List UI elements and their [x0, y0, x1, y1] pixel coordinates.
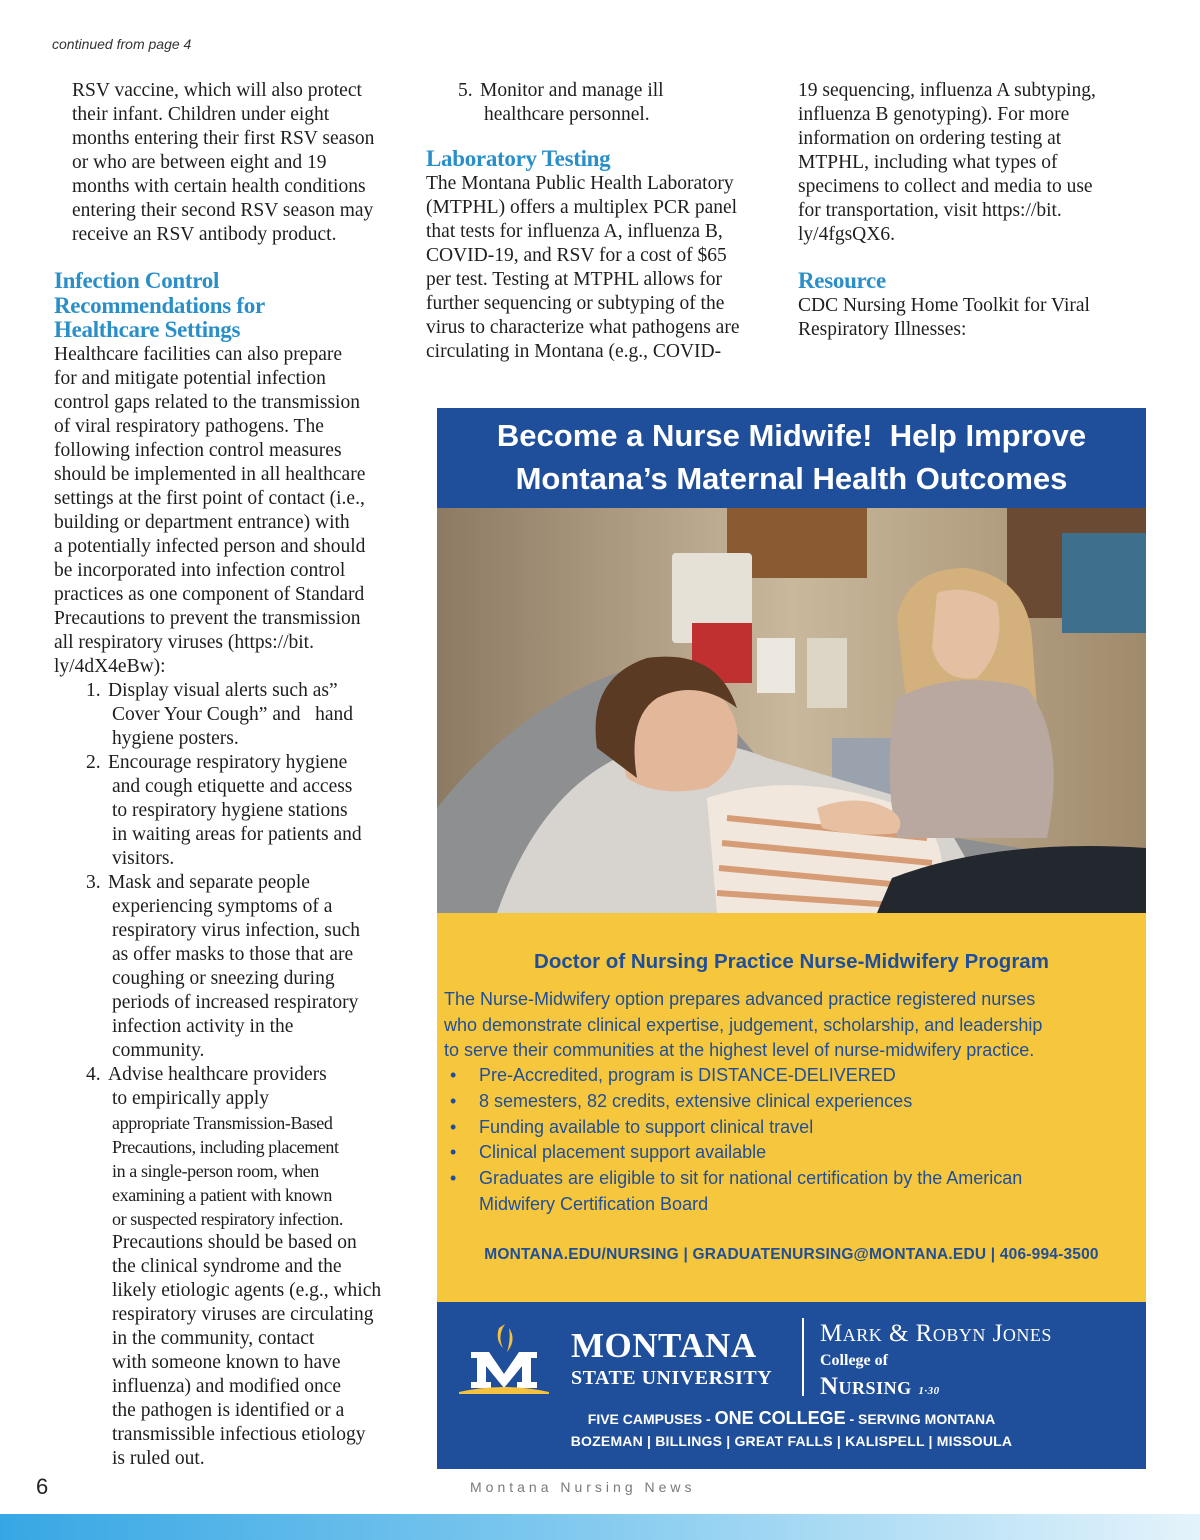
- midwife-patient-photo: [437, 508, 1146, 913]
- university-subtitle: STATE UNIVERSITY: [571, 1367, 773, 1389]
- text-line: circulating in Montana (e.g., COVID-: [426, 340, 722, 362]
- text-line: building or department entrance) with: [54, 511, 350, 533]
- text-line: and cough etiquette and access: [112, 775, 353, 797]
- text-line: • 8 semesters, 82 credits, extensive clinical experiences: [479, 1090, 913, 1111]
- text-line: with someone known to have: [112, 1351, 341, 1373]
- text-line: in a single-person room, when: [112, 1160, 319, 1181]
- text-line: infection activity in the: [112, 1015, 294, 1037]
- text-line: in waiting areas for patients and: [112, 823, 362, 845]
- college-mark: 1·30: [918, 1385, 940, 1397]
- text-line: entering their second RSV season may: [72, 200, 374, 221]
- text-line: respiratory viruses are circulating: [112, 1303, 374, 1325]
- text-line: settings at the first point of contact (i.e.,: [54, 487, 365, 509]
- text-line: Cover Your Cough” and hand: [112, 703, 354, 725]
- program-details: [437, 913, 1146, 1302]
- headline-line: Montana’s Maternal Health Outcomes: [515, 461, 1068, 496]
- text-line: for and mitigate potential infection: [54, 367, 326, 389]
- program-description: [444, 987, 1144, 1064]
- text-line: respiratory virus infection, such: [112, 919, 361, 941]
- logo-divider: [802, 1318, 804, 1396]
- text-line: influenza) and modified once: [112, 1375, 342, 1397]
- tagline-part: - SERVING MONTANA: [845, 1411, 996, 1427]
- msu-m-logo-icon: [459, 1322, 549, 1394]
- text-line: control gaps related to the transmission: [54, 391, 360, 413]
- text-line: Precautions, including placement: [112, 1136, 339, 1157]
- text-line: appropriate Transmission-Based: [112, 1112, 333, 1133]
- list-number: 3.: [86, 871, 101, 893]
- text-line: their infant. Children under eight: [72, 104, 330, 125]
- nurse-midwife-advertisement: [437, 408, 1146, 1469]
- laboratory-testing-continued: [798, 79, 1148, 247]
- text-line: to empirically apply: [112, 1087, 270, 1109]
- campus-tagline: [437, 1408, 1146, 1429]
- text-line: • Pre-Accredited, program is DISTANCE-DELIVERED: [479, 1065, 896, 1085]
- resource-paragraph: [798, 294, 1148, 342]
- heading-line: Infection Control: [54, 268, 220, 293]
- condensed-lines: [112, 1111, 404, 1231]
- text-line: • Funding available to support clinical travel: [479, 1116, 814, 1137]
- text-line: Advise healthcare providers: [108, 1063, 327, 1085]
- text-line: Healthcare facilities can also prepare: [54, 343, 342, 365]
- program-highlights-list: [444, 1063, 1144, 1218]
- infection-control-paragraph: [54, 343, 404, 679]
- text-line: examining a patient with known: [112, 1184, 332, 1205]
- text-line: specimens to collect and media to use: [798, 176, 1093, 197]
- text-line: periods of increased respiratory: [112, 991, 359, 1013]
- column-3: [798, 79, 1148, 342]
- photo-illustration: [437, 508, 1146, 913]
- list-item: [54, 751, 404, 871]
- college-nursing-label: [820, 1373, 940, 1401]
- list-item: [54, 679, 404, 751]
- list-item: [444, 1140, 1144, 1166]
- laboratory-testing-paragraph: [426, 172, 771, 364]
- list-number: 2.: [86, 751, 101, 773]
- text-line: The Montana Public Health Laboratory: [426, 172, 734, 194]
- text-line: Precautions should be based on: [112, 1231, 357, 1253]
- list-number: 1.: [86, 679, 101, 701]
- headline-line: Become a Nurse Midwife! Help Improve: [496, 418, 1087, 453]
- text-line: 19 sequencing, influenza A subtyping,: [798, 80, 1096, 101]
- heading-line: Recommendations for: [54, 292, 265, 318]
- text-line: healthcare personnel.: [484, 104, 650, 125]
- text-line: the clinical syndrome and the: [112, 1255, 342, 1277]
- program-title: Doctor of Nursing Practice Nurse-Midwifery Program: [534, 950, 1049, 973]
- list-item-5: [426, 79, 771, 127]
- campus-list: BOZEMAN | BILLINGS | GREAT FALLS | KALISPELL | MISSOULA: [570, 1433, 1013, 1449]
- text-line: a potentially infected person and should: [54, 535, 366, 557]
- ad-header-band: [437, 408, 1146, 508]
- list-item: [54, 1063, 404, 1471]
- text-line: ly/4fgsQX6.: [798, 224, 895, 245]
- text-line: coughing or sneezing during: [112, 967, 335, 989]
- footer-gradient-bar: [0, 1514, 1200, 1540]
- text-line: CDC Nursing Home Toolkit for Viral: [798, 294, 1090, 316]
- text-line: likely etiologic agents (e.g., which: [112, 1279, 382, 1301]
- list-item: [444, 1063, 1144, 1089]
- list-number: 4.: [86, 1063, 101, 1085]
- ad-headline: [437, 414, 1146, 500]
- college-of-label: College of: [820, 1352, 888, 1369]
- text-line: community.: [112, 1039, 205, 1061]
- heading-infection-control: [54, 269, 404, 343]
- nursing-word: Nursing: [820, 1373, 912, 1400]
- text-line: RSV vaccine, which will also protect: [72, 80, 362, 101]
- column-2: [426, 79, 771, 364]
- text-line: months with certain health conditions: [72, 176, 366, 197]
- text-line: virus to characterize what pathogens are: [426, 316, 740, 338]
- text-line: influenza B genotyping). For more: [798, 104, 1070, 125]
- text-line: or who are between eight and 19: [72, 152, 327, 173]
- text-line: of viral respiratory pathogens. The: [54, 415, 324, 437]
- text-line: Monitor and manage ill: [480, 80, 664, 101]
- text-line: Display visual alerts such as”: [108, 679, 338, 701]
- text-line: to serve their communities at the highest level of nurse-midwifery practice.: [444, 1040, 1035, 1060]
- text-line: ly/4dX4eBw):: [54, 655, 166, 677]
- text-line: to respiratory hygiene stations: [112, 799, 348, 821]
- page-number: 6: [36, 1474, 49, 1499]
- text-line: the pathogen is identified or a: [112, 1399, 345, 1421]
- heading-laboratory-testing: Laboratory Testing: [426, 146, 611, 171]
- text-line: per test. Testing at MTPHL allows for: [426, 268, 722, 290]
- university-name: MONTANA: [571, 1326, 757, 1365]
- infection-control-measures-list: [54, 679, 404, 1471]
- text-line: is ruled out.: [112, 1447, 205, 1469]
- text-line: MTPHL, including what types of: [798, 152, 1058, 173]
- text-line: • Graduates are eligible to sit for national certification by the American: [479, 1168, 1023, 1189]
- text-line: experiencing symptoms of a: [112, 895, 333, 917]
- text-line: receive an RSV antibody product.: [72, 224, 337, 245]
- text-line: in the community, contact: [112, 1327, 315, 1349]
- tagline-part: FIVE CAMPUSES -: [587, 1411, 715, 1427]
- text-line: Midwifery Certification Board: [479, 1193, 709, 1214]
- heading-resource: Resource: [798, 268, 886, 293]
- text-line: The Nurse-Midwifery option prepares advanced practice registered nurses: [444, 989, 1036, 1009]
- text-line: COVID-19, and RSV for a cost of $65: [426, 244, 727, 266]
- continued-note: continued from page 4: [52, 36, 192, 52]
- contact-info: MONTANA.EDU/NURSING | GRADUATENURSING@MONTANA.EDU | 406-994-3500: [484, 1246, 1099, 1263]
- list-item: [54, 871, 404, 1063]
- list-item: [444, 1166, 1144, 1218]
- intro-paragraph: [54, 79, 404, 247]
- text-line: all respiratory viruses (https://bit.: [54, 631, 314, 653]
- tagline-emphasis: ONE COLLEGE: [714, 1408, 846, 1428]
- text-line: transmissible infectious etiology: [112, 1423, 366, 1445]
- text-line: Encourage respiratory hygiene: [108, 751, 348, 773]
- text-line: information on ordering testing at: [798, 128, 1062, 149]
- text-line: Mask and separate people: [108, 871, 310, 893]
- text-line: following infection control measures: [54, 439, 342, 461]
- text-line: who demonstrate clinical expertise, judgement, scholarship, and leadership: [444, 1014, 1043, 1035]
- list-number: 5.: [458, 80, 473, 101]
- text-line: that tests for influenza A, influenza B,: [426, 220, 723, 242]
- text-line: • Clinical placement support available: [479, 1142, 767, 1163]
- text-line: practices as one component of Standard: [54, 583, 365, 605]
- text-line: further sequencing or subtyping of the: [426, 292, 725, 314]
- text-line: Precautions to prevent the transmission: [54, 607, 361, 629]
- college-benefactor-name: Mark & Robyn Jones: [820, 1320, 1052, 1347]
- list-item: [444, 1115, 1144, 1141]
- heading-line: Healthcare Settings: [54, 317, 241, 342]
- text-line: should be implemented in all healthcare: [54, 463, 366, 485]
- list-item: [444, 1089, 1144, 1115]
- text-line: Respiratory Illnesses:: [798, 318, 967, 340]
- msu-branding-band: [437, 1302, 1146, 1469]
- text-line: as offer masks to those that are: [112, 943, 354, 965]
- column-1: [54, 79, 404, 1471]
- text-line: for transportation, visit https://bit.: [798, 200, 1062, 221]
- text-line: visitors.: [112, 847, 175, 869]
- text-line: be incorporated into infection control: [54, 559, 346, 581]
- publication-title: Montana Nursing News: [470, 1479, 696, 1495]
- text-line: hygiene posters.: [112, 727, 239, 749]
- text-line: (MTPHL) offers a multiplex PCR panel: [426, 196, 738, 218]
- text-line: months entering their first RSV season: [72, 128, 375, 149]
- text-line: or suspected respiratory infection.: [112, 1208, 343, 1229]
